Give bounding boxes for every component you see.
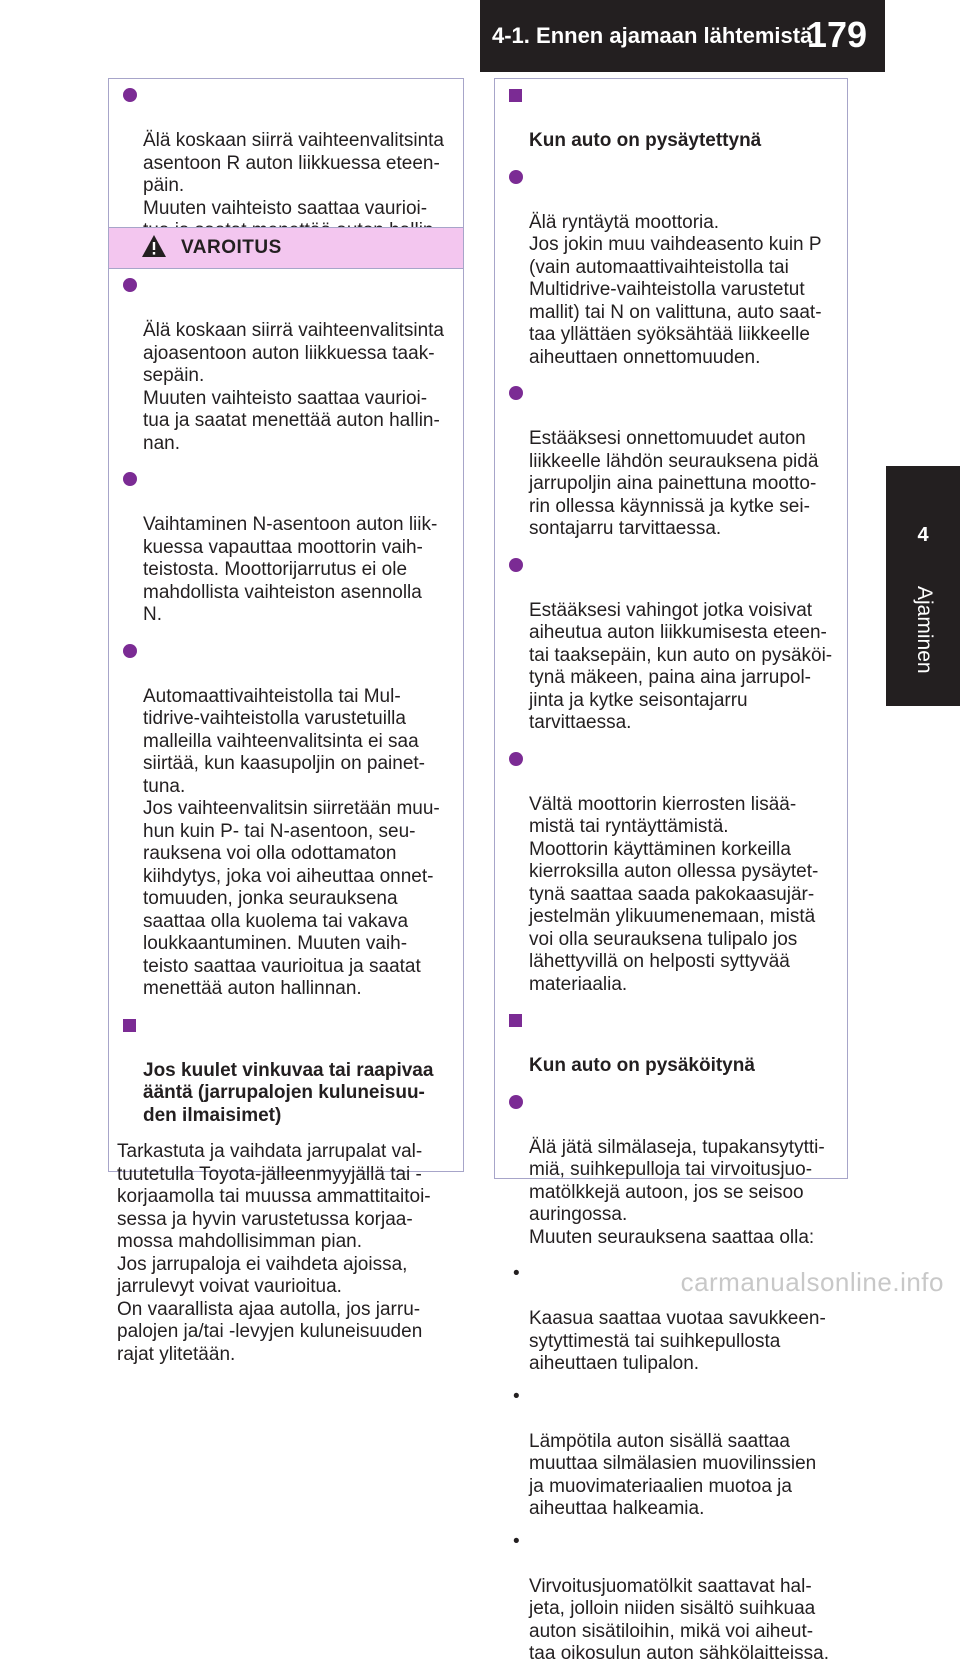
item-text: Älä koskaan siirrä vaihteenvalitsinta ajoasentoon auton liikkuessa taak- sepäin. Muuten vaihteisto saattaa vaurioi- tua ja saatat menettää auton hallin- nan.	[143, 320, 444, 454]
section-heading	[503, 1010, 837, 1078]
body-paragraph: Tarkastuta ja vaihdata jarrupalat val- tuutetulla Toyota-jälleenmyyjällä tai - korjaamolla tai muussa ammattitaitoi- sessa ja hyvin varustetussa korjaa- mossa mahdollisimman pian. Jos jarrupaloja ei vaihdeta ajoissa, jarrulevyt voivat vaurioitua. On vaarallista ajaa autolla, jos jarru- palojen ja/tai -levyjen kuluneisuuden rajat ylitetään.	[117, 1141, 431, 1365]
page-number: 179	[806, 14, 867, 55]
caution-item	[503, 1092, 837, 1250]
chapter-label: Ajaminen	[913, 586, 936, 674]
item-text: Lämpötila auton sisällä saattaa muuttaa silmälasien muovilinssien ja muovimateriaalien muotoa ja aiheuttaa halkeamia.	[529, 1430, 817, 1519]
bullet-dot-icon	[509, 170, 523, 184]
bullet-dot-icon	[123, 644, 137, 658]
item-text: Virvoitusjuomatölkit saattavat hal- jeta, jolloin niiden sisältö suihkuaa auton sisätiloihin, mikä voi aiheut- taa oikosulun auton sähkölaitteissa.	[529, 1575, 829, 1664]
warning-header	[109, 227, 463, 269]
warning-label: VAROITUS	[181, 237, 282, 258]
bullet-point-icon: •	[513, 1385, 520, 1407]
item-text: Kaasua saattaa vuotaa savukkeen- sytyttimestä tai suihkepullosta aiheuttaen tulipalon.	[529, 1308, 826, 1374]
list-item	[503, 1531, 837, 1666]
heading-text: Kun auto on pysäköitynä	[529, 1055, 755, 1076]
bullet-dot-icon	[509, 752, 523, 766]
warning-item	[117, 469, 451, 627]
item-text: Älä koskaan siirrä vaihteenvalitsinta asentoon R auton liikkuessa eteen- päin. Muuten vaihteisto saattaa vaurioi-	[143, 130, 444, 219]
bullet-dot-icon	[509, 558, 523, 572]
item-text: Estääksesi onnettomuudet auton liikkeelle lähdön seurauksena pidä jarrupoljin aina painettuna mootto- rin ollessa käynnissä ja kytke sei- sontajarru tarvittaessa.	[529, 428, 819, 539]
section-heading	[117, 1015, 451, 1128]
bullet-dot-icon	[509, 1095, 523, 1109]
bullet-dot-icon	[509, 386, 523, 400]
bullet-dot-icon	[123, 472, 137, 486]
heading-text: Kun auto on pysäytettynä	[529, 130, 762, 151]
square-bullet-icon	[123, 1019, 136, 1032]
item-text: Älä jätä silmälaseja, tupakansytytti- miä, suihkepulloja tai virvoitusjuo- matölkkejä autoon, jos se seisoo auringossa. Muuten seurauksena saattaa olla:	[529, 1136, 825, 1248]
item-text: Vaihtaminen N-asentoon auton liik- kuessa vapauttaa moottorin vaih- teistosta. Moottorijarrutus ei ole mahdollista vaihteiston asennolla N.	[143, 514, 438, 625]
square-bullet-icon	[509, 89, 522, 102]
list-item	[503, 1386, 837, 1521]
item-text: Vältä moottorin kierrosten lisää- mistä tai ryntäyttämistä. Moottorin käyttäminen korkeilla kierroksilla auton ollessa pysäytet- tynä saattaa saada pakokaasujär- jestelmän ylikuumenemaan, mistä voi olla seurauksena tulipalo jos lähettyvillä on helposti syttyvää materiaalia.	[529, 793, 819, 995]
chapter-number: 4	[917, 524, 929, 546]
caution-item	[503, 749, 837, 997]
bullet-point-icon: •	[513, 1530, 520, 1552]
item-text: Automaattivaihteistolla tai Mul- tidrive-vaihteistolla varustetuilla malleilla vaihteenvalitsinta ei saa siirtää, kun kaasupoljin on painet- tuna. Jos vaihteenvalitsin siirretään muu- hun kuin P- tai N-asentoon, seu- rauksena voi olla odottamaton kiihdytys, joka voi aiheuttaa onnet- tomuuden, jonka seurauksena saattaa olla kuolema tai vakava loukkaantuminen. Muuten vaih- teisto saattaa vaurioitua ja saatat menettää auton hallinnan.	[143, 685, 440, 999]
warning-item	[117, 641, 451, 1001]
warning-item	[117, 275, 451, 455]
section-heading	[503, 85, 837, 153]
warning-triangle-icon	[141, 234, 167, 263]
item-text: Estääksesi vahingot jotka voisivat aiheutua auton liikkumisesta eteen- tai taaksepäin, kun auto on pysäköi- tynä mäkeen, paina aina jarrupol- jinta ja kytke seisontajarru tarvittaessa.	[529, 599, 833, 733]
heading-text: Jos kuulet vinkuvaa tai raapivaa ääntä (jarrupalojen kuluneisuu- den ilmaisimet)	[143, 1059, 434, 1126]
square-bullet-icon	[509, 1014, 522, 1027]
watermark: carmanualsonline.info	[680, 1267, 944, 1297]
page-header	[480, 0, 885, 72]
caution-item	[503, 555, 837, 735]
section-title: 4-1. Ennen ajamaan lähtemistä	[492, 23, 813, 48]
bullet-dot-icon	[123, 88, 137, 102]
caution-item	[503, 167, 837, 370]
bullet-dot-icon	[123, 278, 137, 292]
chapter-tab	[886, 466, 960, 706]
left-caution-box	[108, 78, 464, 1365]
item-text: Älä ryntäytä moottoria. Jos jokin muu vaihdeasento kuin P (vain automaattivaihteistolla tai Multidrive-vaihteistolla varustetut mallit) tai N on valittuna, auto saat- taa yllättäen syöksähtää liikkeelle aiheuttaen onnettomuuden.	[529, 211, 822, 368]
caution-item	[503, 383, 837, 541]
bullet-point-icon: •	[513, 1263, 520, 1284]
